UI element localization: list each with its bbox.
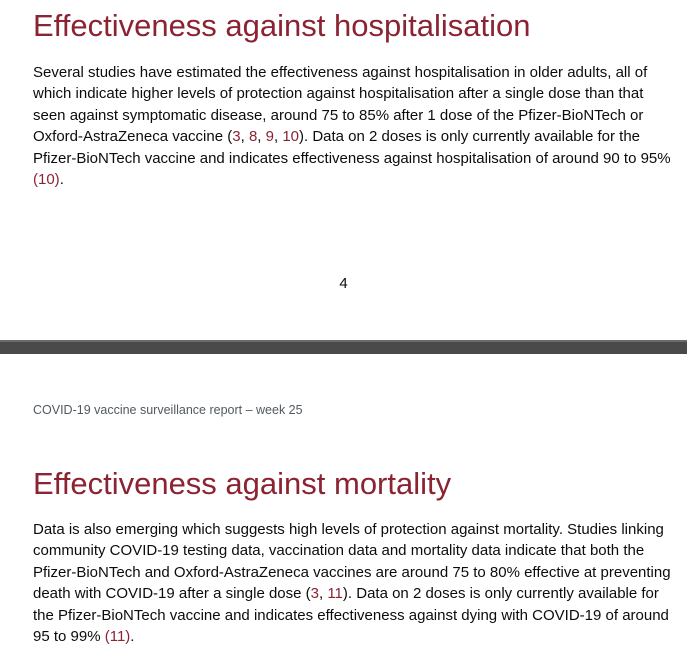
page-number: 4 bbox=[339, 275, 348, 292]
paragraph-text: ). Data on 2 doses is only currently available for the Pfizer-BioNTech vaccine and indicates effectiveness against hospitalisation of around 90 to 95% bbox=[33, 128, 671, 167]
reference-link-9[interactable]: 9 bbox=[265, 128, 274, 146]
paragraph-text: ). Data on 2 doses is only currently available for the Pfizer-BioNTech vaccine and indicates effectiveness against dying with COVID-19 of around 95 to 99% bbox=[33, 585, 669, 646]
reference-link-10-b[interactable]: (10) bbox=[33, 171, 60, 189]
reference-link-11-b[interactable]: (11) bbox=[104, 628, 131, 646]
reference-link-8[interactable]: 8 bbox=[248, 128, 258, 146]
document-page-lower bbox=[0, 354, 687, 657]
paragraph-mortality: Data is also emerging which suggests high levels of protection against mortality. Studies linking community COVID-19 testing data, vaccination data and mortality data indicate that both the Pfizer-BioNTech and Oxford-AstraZeneca vaccines are around 75 to 80% effective at preventing death with COVID-19 after a single dose (3, 11). Data on 2 doses is only currently available for the Pfizer-BioNTech vaccine and indicates effectiveness against dying with COVID-19 of around 95 to 99% (11). bbox=[33, 521, 671, 646]
reference-link-3[interactable]: 3 bbox=[232, 128, 241, 146]
paragraph-text: . bbox=[59, 171, 64, 189]
paragraph-hospitalisation: Several studies have estimated the effectiveness against hospitalisation in older adults, all of which indicate higher levels of protection against hospitalisation after a single dose than that seen against symptomatic disease, around 75 to 85% after 1 dose of the Pfizer-BioNTech or Oxford-AstraZeneca vaccine (3, 8, 9, 10). Data on 2 doses is only currently available for the Pfizer-BioNTech vaccine and indicates effectiveness against hospitalisation of around 90 to 95% (10). bbox=[33, 64, 671, 189]
paragraph-text: Several studies have estimated the effectiveness against hospitalisation in older adults, all of which indicate higher levels of protection against hospitalisation after a single dose than that seen against symptomatic disease, around 75 to 85% after 1 dose of the Pfizer-BioNTech or Oxford-AstraZeneca vaccine ( bbox=[33, 64, 648, 146]
section-title-mortality: Effectiveness against mortality bbox=[33, 466, 452, 501]
running-header: COVID-19 vaccine surveillance report – week 25 bbox=[33, 403, 303, 417]
paragraph-text: . bbox=[130, 628, 135, 646]
section-title-hospitalisation: Effectiveness against hospitalisation bbox=[33, 8, 531, 43]
page-separator bbox=[0, 340, 687, 354]
paragraph-text: Data is also emerging which suggests high levels of protection against mortality. Studies linking community COVID-19 testing data, vaccination data and mortality data indicate that both the Pfizer-BioNTech and Oxford-AstraZeneca vaccines are around 75 to 80% effective at preventing death with COVID-19 after a single dose ( bbox=[33, 521, 671, 603]
reference-link-11[interactable]: 11 bbox=[327, 585, 343, 603]
reference-link-10[interactable]: 10 bbox=[282, 128, 299, 146]
reference-link-3[interactable]: 3 bbox=[310, 585, 319, 603]
